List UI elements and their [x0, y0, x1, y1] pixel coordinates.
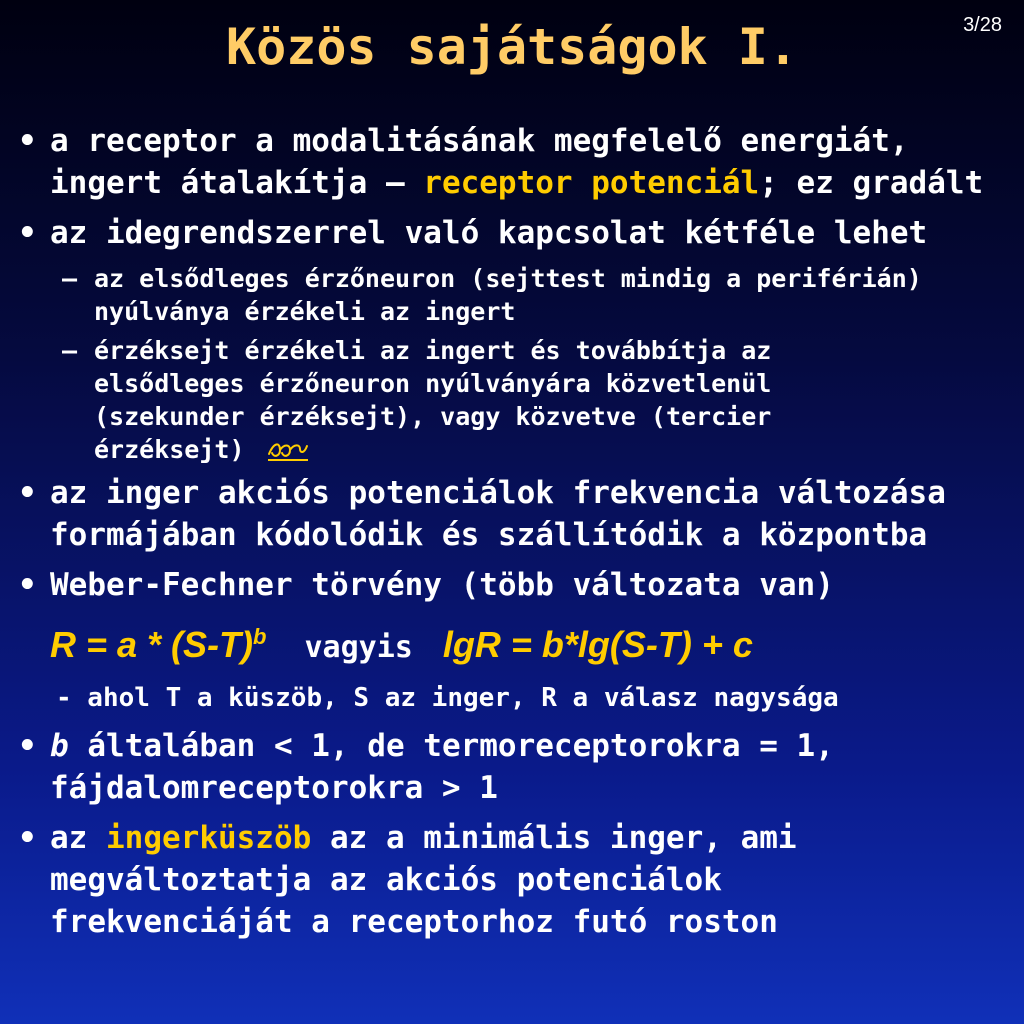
highlight-receptor-potential: receptor potenciál: [423, 165, 760, 201]
bullet-weber-fechner: [12, 564, 1016, 606]
bullet-text: fájdalomreceptorokra > 1: [50, 770, 498, 806]
formula-log: lgR = b*lg(S-T) + c: [442, 624, 753, 665]
slide-title: Közös sajátságok I.: [226, 18, 798, 76]
bullet-nervous-connection: [12, 212, 1016, 254]
subbullet-text: elsődleges érzőneuron nyúlványára közvetlenül: [94, 369, 772, 398]
bullet-text: az idegrendszerrel való kapcsolat kétféle lehet: [50, 215, 928, 251]
bullet-text: Weber-Fechner törvény (több változata van): [50, 567, 834, 603]
bullet-text: az inger akciós potenciálok frekvencia változása: [50, 475, 946, 511]
dash-marker: –: [62, 264, 78, 293]
bullet-exponent-b: [12, 725, 1016, 809]
bullet-marker: •: [18, 215, 37, 251]
bullet-text: a receptor a modalitásának megfelelő energiát,: [50, 123, 909, 159]
highlight-threshold: ingerküszöb: [106, 820, 312, 856]
bullet-frequency-coding: [12, 472, 1016, 556]
bullet-text: az: [50, 820, 106, 856]
bullet-text: az a minimális inger, ami: [311, 820, 797, 856]
hyperlink-icon[interactable]: [266, 438, 310, 462]
bullet-text: ; ez gradált: [759, 165, 984, 201]
page-number: 3/28: [963, 14, 1002, 36]
subbullet-text: érzéksejt): [94, 435, 245, 464]
bullet-threshold: [12, 817, 1016, 943]
subbullet-text: nyúlványa érzékeli az ingert: [94, 297, 516, 326]
bullet-text: általában < 1, de termoreceptorokra = 1,: [68, 728, 834, 764]
subbullet-text: (szekunder érzéksejt), vagy közvetve (tercier: [94, 402, 772, 431]
bullet-marker: •: [18, 567, 37, 603]
formula-note: - ahol T a küszöb, S az inger, R a válasz nagysága: [56, 683, 839, 713]
formula-connector: vagyis: [304, 630, 413, 665]
subbullet-text: érzéksejt érzékeli az ingert és továbbítja az: [94, 336, 772, 365]
bullet-text: formájában kódolódik és szállítódik a központba: [50, 517, 928, 553]
bullet-marker: •: [18, 475, 37, 511]
weber-fechner-formula: [12, 614, 1016, 671]
bullet-text: frekvenciáját a receptorhoz futó roston: [50, 904, 778, 940]
formula-exponent: b: [253, 624, 267, 649]
bullet-receptor-transduction: [12, 120, 1016, 204]
formula-power: [50, 624, 266, 665]
bullet-marker: •: [18, 123, 37, 159]
subbullet-sensory-cell: [12, 334, 1016, 466]
dash-marker: –: [62, 336, 78, 365]
subbullet-text: az elsődleges érzőneuron (sejttest mindig a periférián): [94, 264, 922, 293]
formula-left: R = a * (S-T): [50, 624, 254, 665]
bullet-text: ingert átalakítja –: [50, 165, 424, 201]
bullet-marker: •: [18, 820, 37, 856]
bullet-text: megváltoztatja az akciós potenciálok: [50, 862, 722, 898]
bullet-marker: •: [18, 728, 37, 764]
slide-body: [12, 120, 1016, 951]
subbullet-primary-neuron: [12, 262, 1016, 328]
variable-b: b: [50, 728, 69, 764]
